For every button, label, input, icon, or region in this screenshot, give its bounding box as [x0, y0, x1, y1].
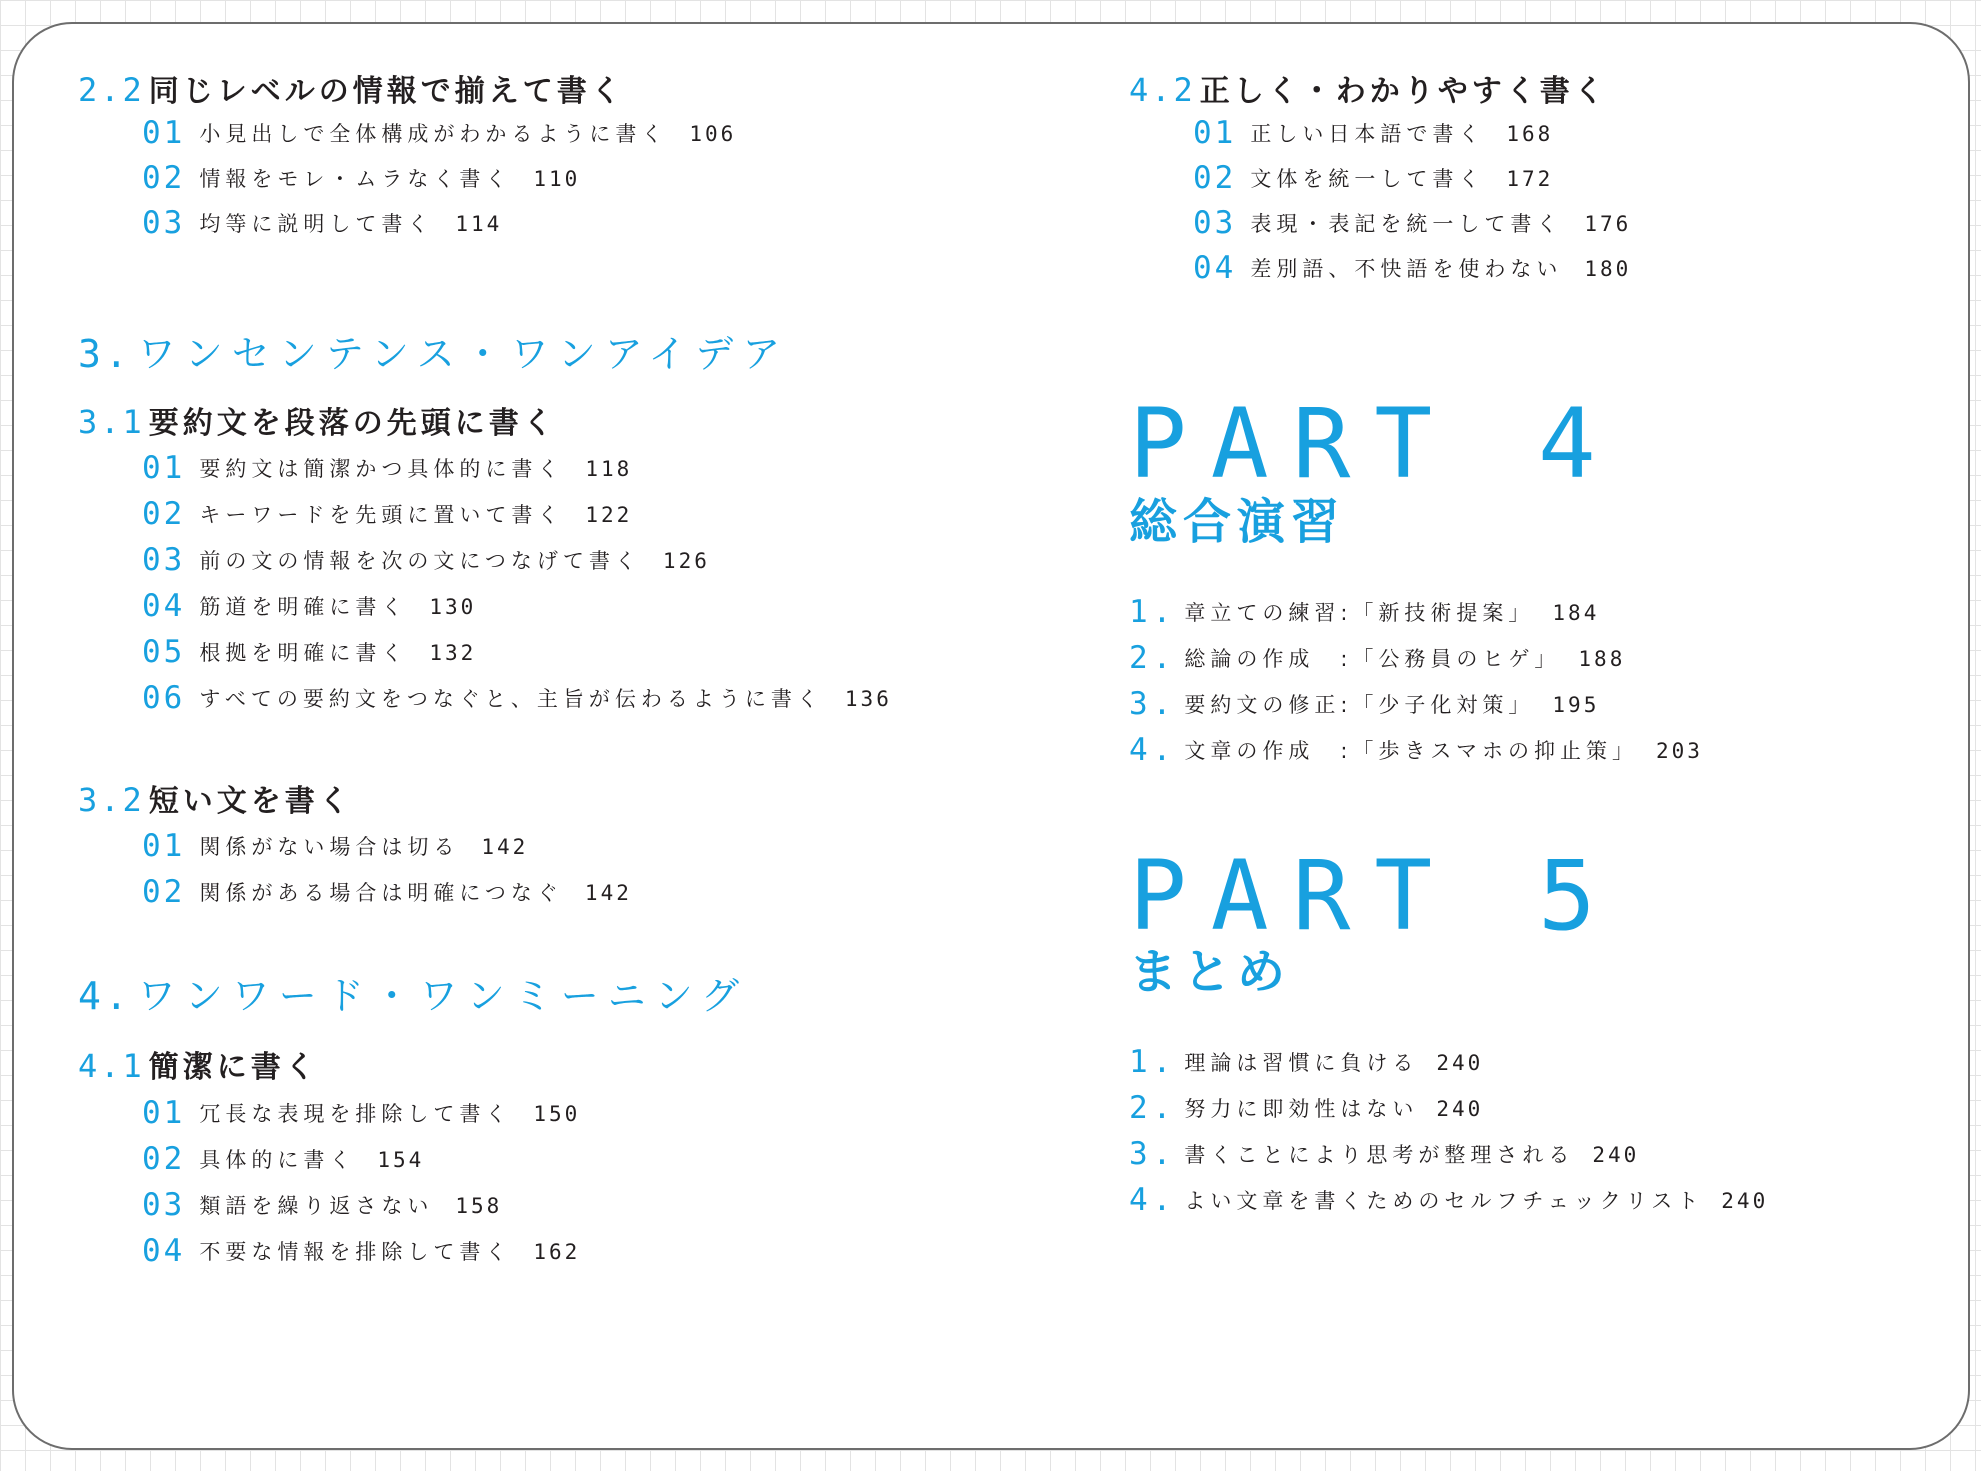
- entry-text: 総論の作成 :「公務員のヒゲ」: [1184, 647, 1561, 671]
- entry-number: 01: [142, 828, 186, 864]
- entry-page: 172: [1506, 167, 1554, 191]
- entry-page: 110: [533, 167, 581, 191]
- entry-number: 3.: [1129, 686, 1177, 722]
- toc-entry: [142, 540, 710, 580]
- entry-number: 03: [142, 542, 186, 578]
- entry-text: 根拠を明確に書く: [199, 641, 408, 665]
- subsection-title: 要約文を段落の先頭に書く: [148, 406, 557, 441]
- entry-page: 106: [689, 122, 737, 146]
- subsection-3-2-heading: [78, 778, 353, 822]
- entry-number: 01: [142, 115, 186, 151]
- entry-page: 162: [533, 1240, 581, 1264]
- entry-text: 差別語、不快語を使わない: [1250, 257, 1563, 281]
- section-4-heading: [78, 971, 748, 1021]
- section-title: ワンセンテンス・ワンアイデア: [137, 332, 790, 376]
- entry-page: 154: [377, 1148, 425, 1172]
- entry-text: 表現・表記を統一して書く: [1250, 212, 1563, 236]
- subsection-number: 3.2: [78, 781, 145, 819]
- toc-entry: [142, 826, 528, 866]
- toc-entry: [142, 494, 632, 534]
- entry-number: 02: [142, 874, 186, 910]
- entry-text: 冗長な表現を排除して書く: [199, 1102, 512, 1126]
- toc-entry: [1129, 1134, 1639, 1174]
- entry-page: 240: [1721, 1189, 1769, 1213]
- entry-page: 122: [585, 503, 633, 527]
- entry-text: キーワードを先頭に置いて書く: [199, 503, 564, 527]
- subsection-title: 簡潔に書く: [148, 1050, 319, 1085]
- toc-entry: [1129, 684, 1599, 724]
- subsection-title: 同じレベルの情報で揃えて書く: [148, 74, 625, 109]
- subsection-3-1-heading: [78, 400, 557, 444]
- entry-page: 132: [429, 641, 477, 665]
- part-5-label: PART 5: [1129, 840, 1620, 952]
- entry-text: 要約文は簡潔かつ具体的に書く: [199, 457, 564, 481]
- toc-entry: [142, 448, 632, 488]
- entry-number: 01: [142, 450, 186, 486]
- entry-number: 02: [142, 1141, 186, 1177]
- toc-entry: [142, 158, 580, 198]
- toc-entry: [142, 1139, 424, 1179]
- entry-number: 02: [142, 496, 186, 532]
- toc-entry: [142, 1231, 580, 1271]
- entry-page: 188: [1578, 647, 1626, 671]
- entry-page: 136: [844, 687, 892, 711]
- entry-page: 142: [584, 881, 632, 905]
- entry-page: 240: [1436, 1051, 1484, 1075]
- entry-number: 05: [142, 634, 186, 670]
- toc-entry: [1129, 592, 1599, 632]
- entry-number: 01: [142, 1095, 186, 1131]
- entry-number: 1.: [1129, 594, 1177, 630]
- entry-number: 2.: [1129, 1090, 1177, 1126]
- entry-text: 書くことにより思考が整理される: [1184, 1143, 1575, 1167]
- section-title: ワンワード・ワンミーニング: [137, 974, 749, 1018]
- subsection-4-2-heading: [1129, 68, 1608, 112]
- entry-number: 03: [142, 1187, 186, 1223]
- toc-entry: [142, 872, 632, 912]
- entry-text: 関係がない場合は切る: [199, 835, 460, 859]
- entry-page: 114: [455, 212, 503, 236]
- entry-text: すべての要約文をつなぐと、主旨が伝わるように書く: [199, 687, 823, 711]
- entry-page: 184: [1552, 601, 1600, 625]
- entry-number: 03: [142, 205, 186, 241]
- entry-number: 4.: [1129, 1182, 1177, 1218]
- entry-text: 不要な情報を排除して書く: [199, 1240, 512, 1264]
- part-4-title: 総合演習: [1129, 494, 1346, 550]
- entry-text: 具体的に書く: [199, 1148, 356, 1172]
- toc-entry: [1129, 1180, 1768, 1220]
- entry-page: 168: [1506, 122, 1554, 146]
- entry-text: 要約文の修正:「少子化対策」: [1184, 693, 1535, 717]
- toc-entry: [1193, 113, 1553, 153]
- subsection-number: 3.1: [78, 403, 145, 441]
- subsection-number: 4.1: [78, 1047, 145, 1085]
- toc-entry: [142, 586, 476, 626]
- entry-number: 01: [1193, 115, 1237, 151]
- toc-entry: [142, 113, 736, 153]
- toc-entry: [1129, 730, 1703, 770]
- toc-entry: [1129, 638, 1625, 678]
- entry-page: 240: [1436, 1097, 1484, 1121]
- entry-number: 03: [1193, 205, 1237, 241]
- entry-number: 3.: [1129, 1136, 1177, 1172]
- subsection-2-2-heading: [78, 68, 625, 112]
- entry-page: 150: [533, 1102, 581, 1126]
- subsection-number: 4.2: [1129, 71, 1196, 109]
- entry-text: 前の文の情報を次の文につなげて書く: [199, 549, 641, 573]
- entry-text: 均等に説明して書く: [199, 212, 434, 236]
- entry-number: 4.: [1129, 732, 1177, 768]
- entry-number: 04: [142, 588, 186, 624]
- entry-text: 文体を統一して書く: [1250, 167, 1485, 191]
- entry-page: 176: [1584, 212, 1632, 236]
- entry-text: 文章の作成 :「歩きスマホの抑止策」: [1184, 739, 1638, 763]
- toc-entry: [142, 1093, 580, 1133]
- toc-entry: [142, 632, 476, 672]
- entry-page: 158: [455, 1194, 503, 1218]
- entry-text: 章立ての練習:「新技術提案」: [1184, 601, 1535, 625]
- entry-page: 118: [585, 457, 633, 481]
- toc-entry: [142, 678, 892, 718]
- part-5-title: まとめ: [1129, 944, 1292, 1000]
- toc-entry: [1193, 203, 1631, 243]
- entry-page: 142: [481, 835, 529, 859]
- entry-text: 情報をモレ・ムラなく書く: [199, 167, 512, 191]
- entry-page: 130: [429, 595, 477, 619]
- entry-number: 04: [1193, 250, 1237, 286]
- subsection-number: 2.2: [78, 71, 145, 109]
- entry-page: 180: [1584, 257, 1632, 281]
- toc-page: [12, 22, 1970, 1450]
- entry-text: 理論は習慣に負ける: [1184, 1051, 1419, 1075]
- entry-number: 02: [142, 160, 186, 196]
- part-4-label: PART 4: [1129, 388, 1620, 500]
- entry-page: 126: [662, 549, 710, 573]
- section-number: 4.: [78, 974, 132, 1018]
- entry-number: 1.: [1129, 1044, 1177, 1080]
- entry-page: 240: [1592, 1143, 1640, 1167]
- subsection-4-1-heading: [78, 1044, 319, 1088]
- section-3-heading: [78, 329, 789, 379]
- subsection-title: 正しく・わかりやすく書く: [1199, 74, 1608, 109]
- toc-entry: [1193, 158, 1553, 198]
- section-number: 3.: [78, 332, 132, 376]
- entry-text: よい文章を書くためのセルフチェックリスト: [1184, 1189, 1704, 1213]
- entry-number: 2.: [1129, 640, 1177, 676]
- entry-text: 関係がある場合は明確につなぐ: [199, 881, 563, 905]
- entry-text: 正しい日本語で書く: [1250, 122, 1485, 146]
- toc-entry: [1193, 248, 1631, 288]
- entry-text: 努力に即効性はない: [1184, 1097, 1419, 1121]
- toc-entry: [142, 1185, 502, 1225]
- entry-page: 203: [1655, 739, 1703, 763]
- entry-number: 02: [1193, 160, 1237, 196]
- subsection-title: 短い文を書く: [148, 784, 353, 819]
- entry-number: 06: [142, 680, 186, 716]
- toc-entry: [1129, 1088, 1483, 1128]
- entry-number: 04: [142, 1233, 186, 1269]
- toc-entry: [142, 203, 502, 243]
- entry-page: 195: [1552, 693, 1600, 717]
- entry-text: 筋道を明確に書く: [199, 595, 408, 619]
- entry-text: 小見出しで全体構成がわかるように書く: [199, 122, 668, 146]
- entry-text: 類語を繰り返さない: [199, 1194, 434, 1218]
- toc-entry: [1129, 1042, 1483, 1082]
